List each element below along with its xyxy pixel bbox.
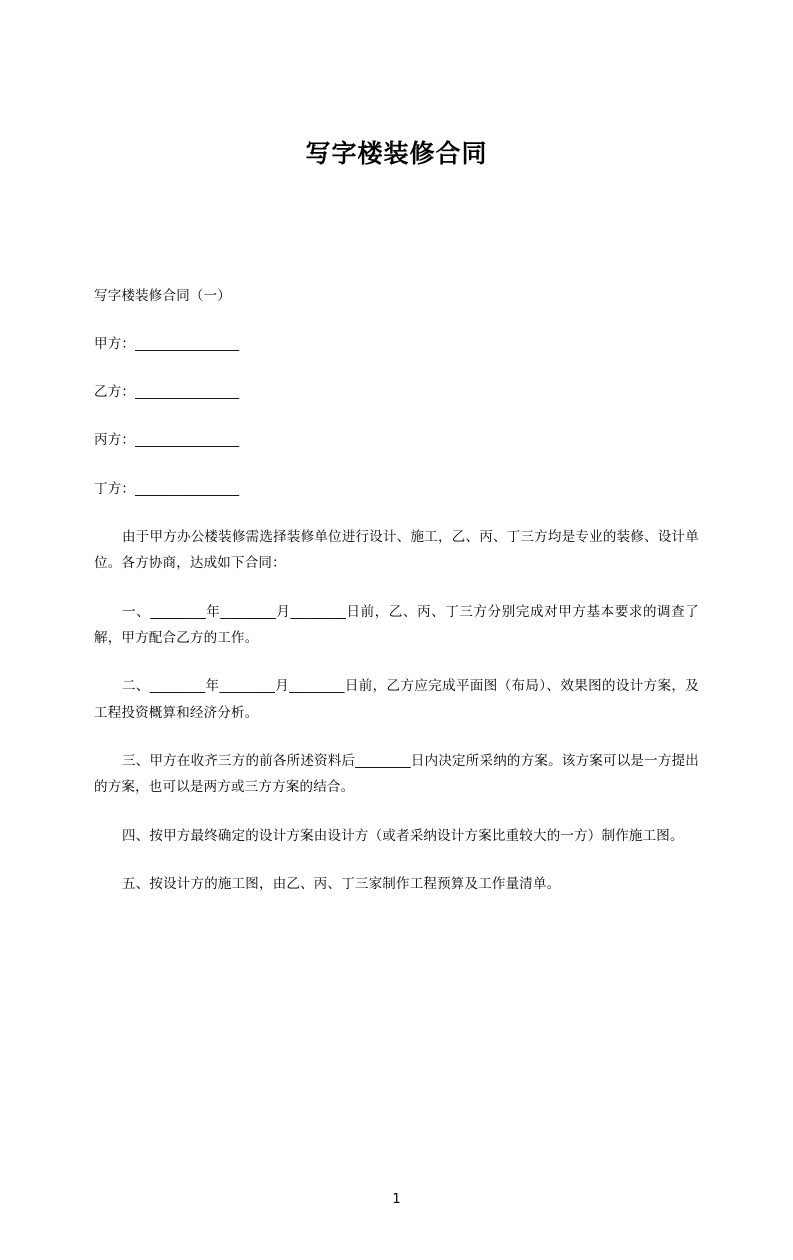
- document-page: [0, 138, 793, 1260]
- document-body: [94, 283, 699, 898]
- paragraph-subtitle: 写字楼装修合同（一）: [94, 287, 231, 304]
- paragraph-clause-5: 五、按设计方的施工图，由乙、丙、丁三家制作工程预算及工作量清单。: [122, 875, 561, 892]
- paragraph-clause-2: 二、________年________月________日前，乙方应完成平面图（布局）、效果图的设计方案，及工程投资概算和经济分析。: [94, 678, 699, 721]
- page-number: 1: [392, 1192, 401, 1207]
- paragraph-party-jia: 甲方：_______________: [94, 335, 240, 352]
- page-title: 写字楼装修合同: [305, 139, 488, 168]
- paragraph-party-yi: 乙方：_______________: [94, 384, 240, 401]
- paragraph-clause-3: 三、甲方在收齐三方的前各所述资料后________日内决定所采纳的方案。该方案可以是一方提出的方案，也可以是两方或三方方案的结合。: [94, 752, 699, 796]
- paragraph-party-bing: 丙方：_______________: [94, 432, 240, 449]
- paragraph-party-ding: 丁方：_______________: [94, 480, 240, 497]
- paragraph-preamble: 由于甲方办公楼装修需选择装修单位进行设计、施工，乙、丙、丁三方均是专业的装修、设计单位。各方协商，达成如下合同：: [94, 529, 699, 572]
- paragraph-clause-1: 一、________年________月________日前，乙、丙、丁三方分别完成对甲方基本要求的调查了解，甲方配合乙方的工作。: [94, 603, 699, 646]
- paragraph-clause-4: 四、按甲方最终确定的设计方案由设计方（或者采纳设计方案比重较大的一方）制作施工图。: [122, 827, 684, 844]
